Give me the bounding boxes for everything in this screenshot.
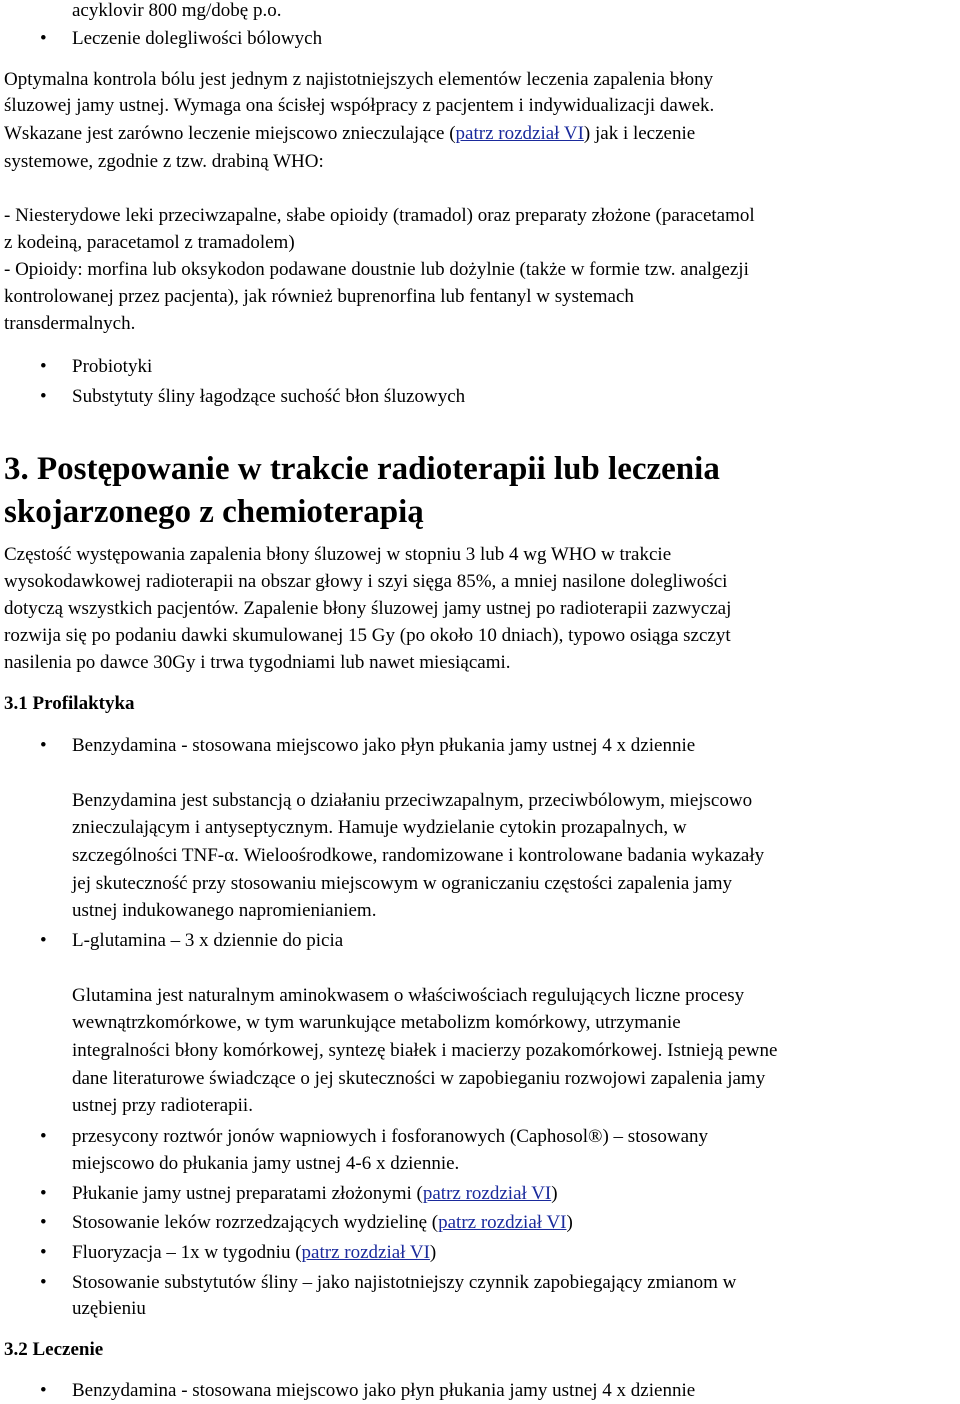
paragraph-line: wysokodawkowej radioterapii na obszar głowy i szyi sięga 85%, a mniej nasilone dolegliwości [4,571,728,592]
section-heading: 3. Postępowanie w trakcie radioterapii lub leczenia [4,451,720,487]
text-fragment: ) [551,1183,558,1204]
bullet-icon: • [40,1272,47,1293]
list-item: L-glutamina – 3 x dziennie do picia [72,930,344,951]
paragraph-line: - Niesterydowe leki przeciwzapalne, słabe opioidy (tramadol) oraz preparaty złożone (paracetamol [4,205,755,226]
list-item-continuation: miejscowo do płukania jamy ustnej 4-6 x dziennie. [72,1153,460,1174]
paragraph-line: ustnej indukowanego napromienianiem. [72,900,377,921]
paragraph-line: znieczulającym i antyseptycznym. Hamuje wydzielanie cytokin prozapalnych, w [72,817,687,838]
bullet-icon: • [40,386,47,407]
paragraph-line: wewnątrzkomórkowe, w tym warunkujące metabolizm komórkowy, utrzymanie [72,1012,681,1033]
paragraph-line: Optymalna kontrola bólu jest jednym z najistotniejszych elementów leczenia zapalenia błony [4,69,714,90]
chapter-vi-link[interactable]: patrz rozdział VI [438,1212,567,1233]
subsection-heading: 3.2 Leczenie [4,1339,104,1360]
paragraph-line: jej skuteczność przy stosowaniu miejscowym w ograniczaniu częstości zapalenia jamy [72,873,733,894]
list-item: Benzydamina - stosowana miejscowo jako płyn płukania jamy ustnej 4 x dziennie [72,1380,696,1401]
paragraph-line: Glutamina jest naturalnym aminokwasem o właściwościach regulujących liczne procesy [72,985,745,1006]
text-fragment: Płukanie jamy ustnej preparatami złożonymi ( [72,1183,423,1204]
list-item: Stosowanie substytutów śliny – jako najistotniejszy czynnik zapobiegający zmianom w [72,1272,737,1293]
bullet-icon: • [40,1183,47,1204]
paragraph-line: śluzowej jamy ustnej. Wymaga ona ścisłej współpracy z pacjentem i indywidualizacji dawek. [4,95,715,116]
paragraph-line: - Opioidy: morfina lub oksykodon podawane doustnie lub dożylnie (także w formie tzw. analgezji [4,259,749,280]
paragraph-line: dotyczą wszystkich pacjentów. Zapalenie błony śluzowej jamy ustnej po radioterapii zazwyczaj [4,598,732,619]
bullet-icon: • [40,1212,47,1233]
text-fragment: ) [429,1242,437,1263]
bullet-icon: • [40,28,47,49]
text-fragment: ) [566,1212,573,1233]
paragraph-line: Benzydamina jest substancją o działaniu przeciwzapalnym, przeciwbólowym, miejscowo [72,790,753,811]
paragraph-line: transdermalnych. [4,313,136,334]
subsection-heading: 3.1 Profilaktyka [4,693,135,714]
paragraph-line: rozwija się po podaniu dawki skumulowanej 15 Gy (po około 10 dniach), typowo osiąga szczyt [4,625,731,646]
bullet-icon: • [40,1380,47,1401]
paragraph-line: Częstość występowania zapalenia błony śluzowej w stopniu 3 lub 4 wg WHO w trakcie [4,544,672,565]
paragraph-line: szczególności TNF-α. Wieloośrodkowe, randomizowane i kontrolowane badania wykazały [72,845,765,866]
paragraph-line: systemowe, zgodnie z tzw. drabiną WHO: [4,151,324,172]
bullet-icon: • [40,1242,47,1263]
list-item: Substytuty śliny łagodzące suchość błon śluzowych [72,386,466,407]
bullet-icon: • [40,930,47,951]
list-item: Probiotyki [72,356,153,377]
paragraph-line: ustnej przy radioterapii. [72,1095,253,1116]
list-item [72,1183,558,1205]
list-item-continuation: uzębieniu [72,1298,146,1319]
section-heading: skojarzonego z chemioterapią [4,494,424,530]
list-item [72,1212,573,1234]
bullet-icon: • [40,735,47,756]
text-fragment: Wskazane jest zarówno leczenie miejscowo znieczulające ( [4,123,456,144]
paragraph-line [4,123,695,145]
text-fragment: ) jak i leczenie [583,123,696,144]
paragraph-line: integralności błony komórkowej, syntezę białek i macierzy pozakomórkowej. Istnieją pewne [72,1040,778,1061]
chapter-vi-link[interactable]: patrz rozdział VI [422,1183,552,1204]
chapter-vi-link[interactable]: patrz rozdział VI [455,123,584,144]
list-item [72,1242,436,1264]
bullet-icon: • [40,356,47,377]
list-item: Leczenie dolegliwości bólowych [72,28,323,49]
text-line: acyklovir 800 mg/dobę p.o. [72,0,282,21]
paragraph-line: kontrolowanej przez pacjenta), jak również buprenorfina lub fentanyl w systemach [4,286,634,307]
list-item: przesycony roztwór jonów wapniowych i fosforanowych (Caphosol®) – stosowany [72,1126,709,1147]
paragraph-line: dane literaturowe świadczące o jej skuteczności w zapobieganiu rozwojowi zapalenia jamy [72,1068,766,1089]
bullet-icon: • [40,1126,47,1147]
paragraph-line: z kodeiną, paracetamol z tramadolem) [4,232,295,253]
list-item: Benzydamina - stosowana miejscowo jako płyn płukania jamy ustnej 4 x dziennie [72,735,696,756]
paragraph-line: nasilenia po dawce 30Gy i trwa tygodniami lub nawet miesiącami. [4,652,511,673]
text-fragment: Stosowanie leków rozrzedzających wydzielinę ( [72,1212,439,1233]
text-fragment: Fluoryzacja – 1x w tygodniu ( [72,1242,302,1263]
chapter-vi-link[interactable]: patrz rozdział VI [301,1242,430,1263]
